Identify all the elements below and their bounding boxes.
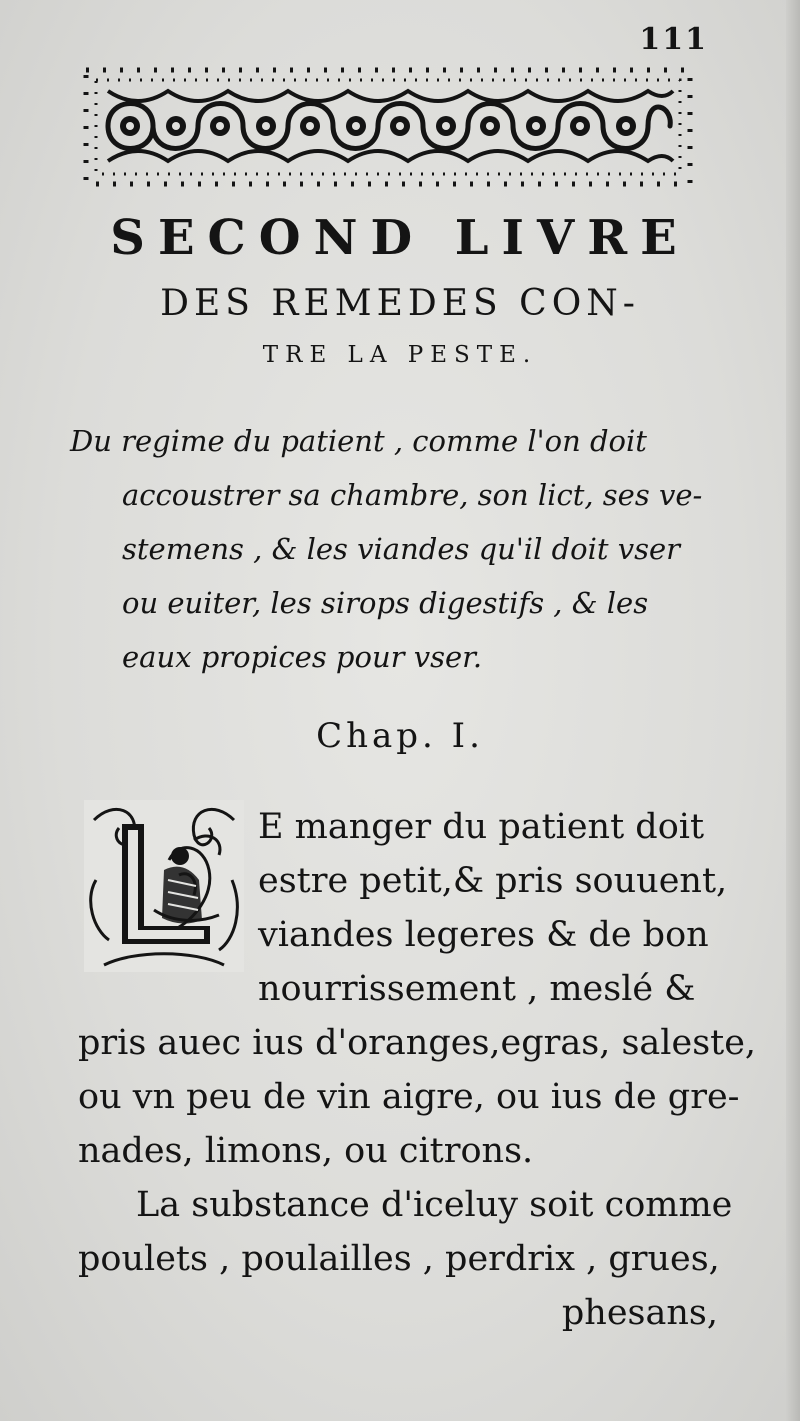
body-line: pris auec ius d'oranges,egras, saleste,: [78, 1023, 757, 1063]
body-line: estre petit,& pris souuent,: [258, 861, 728, 901]
body-line: viandes legeres & de bon: [258, 915, 709, 955]
page-number: 111: [639, 22, 708, 57]
book-title-line-1: SECOND LIVRE: [110, 210, 690, 266]
summary-line: stemens , & les viandes qu'il doit vser: [122, 532, 681, 566]
chapter-summary: [70, 414, 716, 684]
body-line: E manger du patient doit: [258, 807, 705, 847]
body-line: poulets , poulailles , perdrix , grues,: [78, 1239, 720, 1279]
summary-line: eaux propices pour vser.: [122, 640, 483, 674]
ornamental-header-band: [78, 66, 698, 188]
book-title-line-2: DES REMEDES CON-: [160, 283, 640, 324]
body-line: nourrissement , meslé &: [258, 969, 696, 1009]
summary-line: Du regime du patient , comme l'on doit: [70, 424, 647, 458]
body-line: ou vn peu de vin aigre, ou ius de gre-: [78, 1077, 740, 1117]
chapter-heading: Chap. I.: [316, 716, 484, 756]
body-line: La substance d'iceluy soit comme: [136, 1185, 733, 1225]
body-line: phesans,: [561, 1293, 718, 1333]
summary-line: accoustrer sa chambre, son lict, ses ve-: [122, 478, 703, 512]
body-line: nades, limons, ou citrons.: [78, 1131, 534, 1171]
body-text: [78, 800, 757, 1340]
book-title-line-3: TRE LA PESTE.: [262, 342, 538, 368]
summary-line: ou euiter, les sirops digestifs , & les: [122, 586, 649, 620]
